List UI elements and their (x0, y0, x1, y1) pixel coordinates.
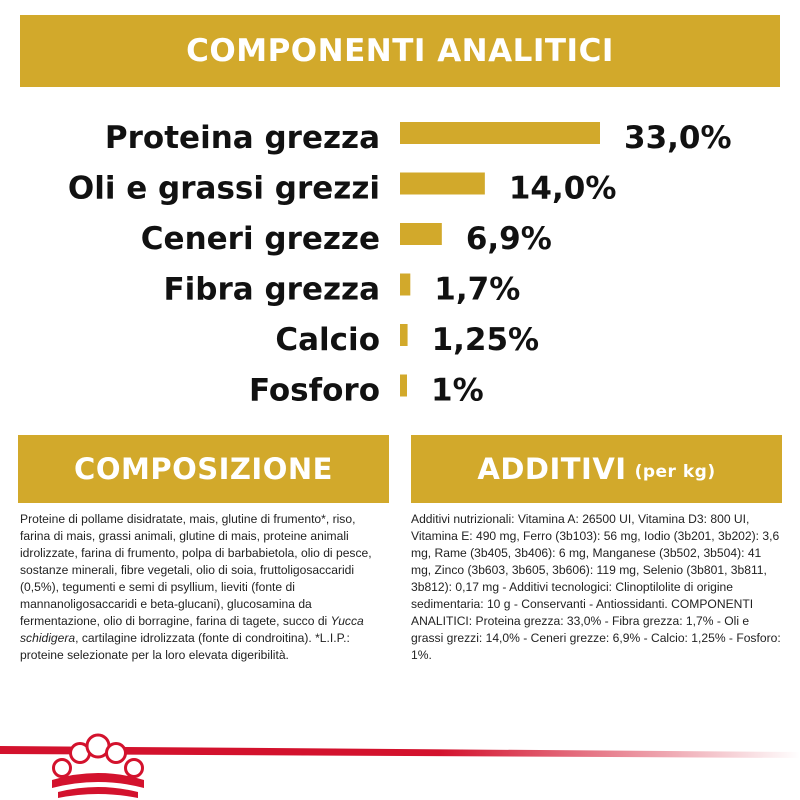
category-label: Ceneri grezze (140, 221, 380, 257)
value-label: 14,0% (508, 170, 617, 207)
additives-banner (411, 435, 782, 503)
bar (400, 324, 408, 346)
category-label: Fibra grezza (163, 271, 380, 308)
composition-text-italic: Yucca schidigera (20, 614, 364, 645)
additives-subtitle: (per kg) (634, 462, 716, 482)
value-label: 1% (431, 372, 484, 409)
bar (400, 274, 410, 296)
category-label: Proteina grezza (104, 120, 380, 156)
composition-text (20, 511, 385, 664)
bar (400, 173, 485, 195)
analytical-bar-chart (0, 100, 800, 420)
bar (400, 223, 442, 245)
composition-banner (18, 435, 389, 503)
additives-title: ADDITIVI (477, 452, 627, 486)
value-label: 33,0% (624, 120, 732, 156)
bar (400, 375, 407, 397)
additives-text: Additivi nutrizionali: Vitamina A: 26500 UI, Vitamina D3: 800 UI, Vitamina E: 490 mg, Ferro (3b103): 56 mg, Iodio (3b201, 3b202): 3,6 mg, Rame (3b405, 3b406): 6 mg, Manganese (3b502, 3b504): 41 mg, Zinco (3b603, 3b605, 3b606): 119 mg, Selenio (3b801, 3b811, 3b812): 0,17 mg - Additivi tecnologici: Clinoptilolite di origine sedimentaria: 10 g - Conservanti - Antiossidanti. COMPONENTI ANALITICI: Proteina grezza: 33,0% - Fibra grezza: 1,7% - Oli e grassi grezzi: 14,0% - Ceneri grezze: 6,9% - Calcio: 1,25% - Fosforo: 1%. (411, 512, 781, 662)
category-label: Calcio (275, 322, 380, 358)
royal-canin-crown-icon (52, 735, 144, 798)
composition-title: COMPOSIZIONE (74, 452, 333, 486)
bar (400, 122, 600, 144)
footer-brand-band (0, 728, 800, 800)
value-label: 1,25% (431, 322, 540, 358)
composition-text-part1: Proteine di pollame disidratate, mais, glutine di frumento*, riso, farina di mais, grassi animali, glutine di mais, proteine animali idrolizzate, farina di frumento, polpa di barbabietola, olio di pesce, sostanze minerali, fibre vegetali, olio di soia, fruttoligosaccaridi (0,5%), tegumenti e semi di psyllium, lieviti (fonte di mannanoligosaccaridi e beta-glucani), glucosamina da fermentazione, olio di borragine, farina di tagete, succo di (20, 512, 372, 628)
analytical-components-banner (20, 15, 780, 87)
analytical-components-title: COMPONENTI ANALITICI (186, 33, 614, 69)
category-label: Oli e grassi grezzi (67, 170, 380, 207)
composition-text-part2: , cartilagine idrolizzata (fonte di condroitina). *L.I.P.: proteine selezionate per la loro elevata digeribilità. (20, 631, 350, 662)
value-label: 6,9% (465, 221, 552, 257)
category-label: Fosforo (248, 372, 380, 409)
value-label: 1,7% (434, 271, 521, 308)
